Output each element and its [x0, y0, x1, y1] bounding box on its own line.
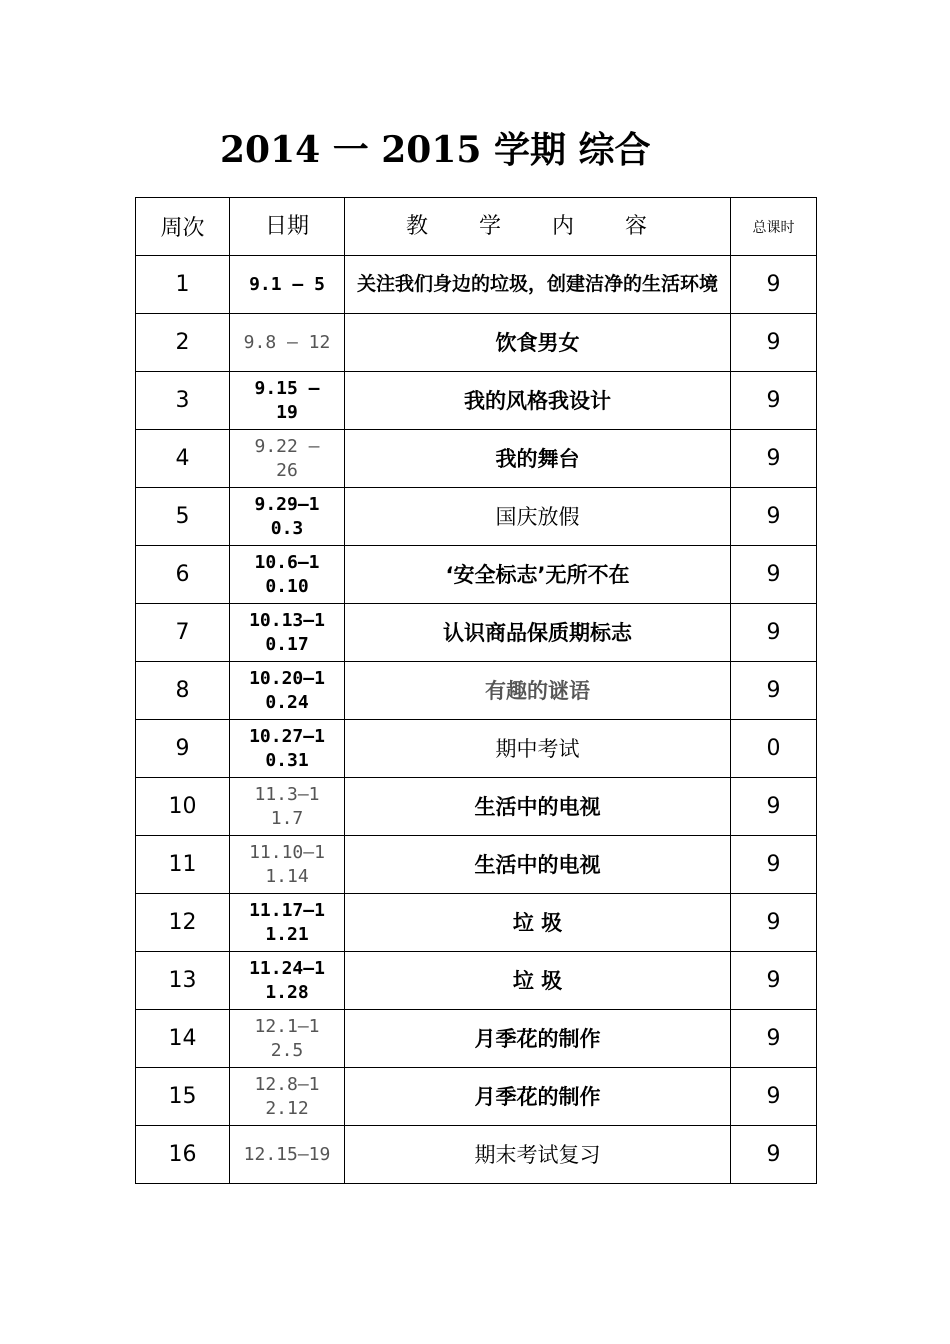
- page-title: 2014 一 2015 学期 综合: [220, 129, 651, 171]
- row-date: 11.10–11.14: [230, 836, 345, 894]
- row-date: 11.24–11.28: [230, 952, 345, 1010]
- row-hours: 9: [731, 488, 817, 546]
- row-hours: 9: [731, 314, 817, 372]
- row-week: 9: [136, 720, 230, 778]
- row-week: 4: [136, 430, 230, 488]
- row-week: 14: [136, 1010, 230, 1068]
- row-hours: 9: [731, 952, 817, 1010]
- row-content: 我的舞台: [345, 430, 731, 488]
- table-row: [136, 604, 817, 662]
- row-date: 9.29–10.3: [230, 488, 345, 546]
- row-week: 10: [136, 778, 230, 836]
- table-row: [136, 836, 817, 894]
- row-content: 期中考试: [345, 720, 731, 778]
- row-content: 月季花的制作: [345, 1010, 731, 1068]
- row-hours: 9: [731, 546, 817, 604]
- row-content: 我的风格我设计: [345, 372, 731, 430]
- row-date: 9.15 – 19: [230, 372, 345, 430]
- table-row: [136, 1010, 817, 1068]
- row-hours: 9: [731, 1126, 817, 1184]
- row-content: 饮食男女: [345, 314, 731, 372]
- row-date: 12.8–12.12: [230, 1068, 345, 1126]
- table-row: [136, 952, 817, 1010]
- header-week: 周次: [136, 198, 230, 256]
- table-row: [136, 372, 817, 430]
- row-week: 7: [136, 604, 230, 662]
- row-content: 期末考试复习: [345, 1126, 731, 1184]
- row-week: 3: [136, 372, 230, 430]
- row-content: 生活中的电视: [345, 836, 731, 894]
- row-date: 10.13–10.17: [230, 604, 345, 662]
- row-hours: 9: [731, 836, 817, 894]
- row-week: 13: [136, 952, 230, 1010]
- table-row: [136, 546, 817, 604]
- table-row: [136, 1126, 817, 1184]
- table-row: [136, 256, 817, 314]
- row-week: 15: [136, 1068, 230, 1126]
- row-week: 1: [136, 256, 230, 314]
- row-date: 9.8 – 12: [230, 314, 345, 372]
- row-content: 有趣的谜语: [345, 662, 731, 720]
- table-row: [136, 894, 817, 952]
- row-content: 垃 圾: [345, 894, 731, 952]
- row-date: 11.17–11.21: [230, 894, 345, 952]
- row-date: 9.22 – 26: [230, 430, 345, 488]
- row-date: 11.3–11.7: [230, 778, 345, 836]
- row-date: 10.27–10.31: [230, 720, 345, 778]
- row-date: 10.20–10.24: [230, 662, 345, 720]
- row-date: 10.6–10.10: [230, 546, 345, 604]
- header-date: 日期: [230, 198, 345, 256]
- row-content: 月季花的制作: [345, 1068, 731, 1126]
- row-hours: 9: [731, 372, 817, 430]
- row-date: 12.1–12.5: [230, 1010, 345, 1068]
- schedule-table: [135, 197, 817, 1184]
- row-week: 6: [136, 546, 230, 604]
- row-hours: 0: [731, 720, 817, 778]
- row-week: 11: [136, 836, 230, 894]
- table-row: [136, 778, 817, 836]
- table-header-row: [136, 198, 817, 256]
- row-content: 关注我们身边的垃圾，创建洁净的生活环境: [345, 256, 731, 314]
- row-hours: 9: [731, 778, 817, 836]
- table-row: [136, 314, 817, 372]
- row-hours: 9: [731, 1068, 817, 1126]
- table-row: [136, 488, 817, 546]
- row-week: 2: [136, 314, 230, 372]
- row-week: 12: [136, 894, 230, 952]
- row-hours: 9: [731, 256, 817, 314]
- row-content: 认识商品保质期标志: [345, 604, 731, 662]
- table-row: [136, 430, 817, 488]
- header-hours: 总课时: [731, 198, 817, 256]
- table-row: [136, 662, 817, 720]
- row-date: 12.15–19: [230, 1126, 345, 1184]
- row-content: 垃 圾: [345, 952, 731, 1010]
- row-week: 16: [136, 1126, 230, 1184]
- row-week: 8: [136, 662, 230, 720]
- row-hours: 9: [731, 1010, 817, 1068]
- row-hours: 9: [731, 604, 817, 662]
- row-content: ‘安全标志’无所不在: [345, 546, 731, 604]
- row-hours: 9: [731, 662, 817, 720]
- row-hours: 9: [731, 430, 817, 488]
- header-content: 教 学 内 容: [345, 198, 731, 256]
- row-date: 9.1 – 5: [230, 256, 345, 314]
- row-hours: 9: [731, 894, 817, 952]
- table-row: [136, 720, 817, 778]
- table-row: [136, 1068, 817, 1126]
- row-week: 5: [136, 488, 230, 546]
- row-content: 生活中的电视: [345, 778, 731, 836]
- row-content: 国庆放假: [345, 488, 731, 546]
